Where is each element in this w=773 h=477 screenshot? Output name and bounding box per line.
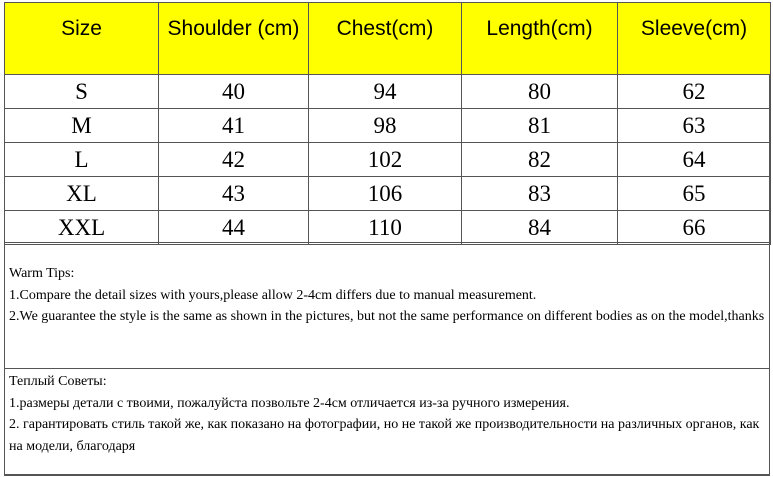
size-cell: XL: [5, 177, 159, 211]
shoulder-cell: 42: [159, 143, 309, 177]
length-cell: 82: [462, 143, 618, 177]
tips-line: 2. гарантировать стиль такой же, как показано на фотографии, но не такой же производительности на различных органов, как на модели, благодаря: [9, 417, 760, 454]
chest-cell: 94: [309, 75, 462, 109]
shoulder-cell: 41: [159, 109, 309, 143]
chest-cell: 102: [309, 143, 462, 177]
table-row: [5, 109, 771, 143]
sleeve-cell: 62: [618, 75, 771, 109]
sleeve-cell: 63: [618, 109, 771, 143]
shoulder-cell: 40: [159, 75, 309, 109]
size-chart: [4, 2, 770, 475]
tips-line: 1.Compare the detail sizes with yours,please allow 2-4cm differs due to manual measurement.: [9, 287, 537, 303]
sleeve-cell: 65: [618, 177, 771, 211]
length-cell: 80: [462, 75, 618, 109]
header-sleeve: Sleeve(cm): [618, 3, 771, 75]
chest-cell: 106: [309, 177, 462, 211]
size-table: [4, 2, 771, 245]
warm-tips-english: [4, 242, 770, 369]
tips-title: Warm Tips:: [9, 266, 75, 281]
size-cell: XXL: [5, 211, 159, 245]
tips-line: 1.размеры детали с твоими, пожалуйста позвольте 2-4см отличается из-за ручного измерения.: [9, 395, 570, 411]
header-row: [5, 3, 771, 75]
warm-tips-russian: [4, 368, 770, 476]
chest-cell: 98: [309, 109, 462, 143]
header-length: Length(cm): [462, 3, 618, 75]
size-cell: L: [5, 143, 159, 177]
table-row: [5, 177, 771, 211]
tips-title: Теплый Советы:: [9, 374, 107, 389]
table-row: [5, 211, 771, 245]
length-cell: 84: [462, 211, 618, 245]
table-row: [5, 75, 771, 109]
table-row: [5, 143, 771, 177]
sleeve-cell: 66: [618, 211, 771, 245]
size-cell: S: [5, 75, 159, 109]
shoulder-cell: 44: [159, 211, 309, 245]
header-chest: Chest(cm): [309, 3, 462, 75]
sleeve-cell: 64: [618, 143, 771, 177]
chest-cell: 110: [309, 211, 462, 245]
tips-line: 2.We guarantee the style is the same as shown in the pictures, but not the same performance on different bodies as on the model,thanks: [9, 309, 765, 324]
size-cell: M: [5, 109, 159, 143]
length-cell: 83: [462, 177, 618, 211]
header-size: Size: [5, 3, 159, 75]
header-shoulder: Shoulder (cm): [159, 3, 309, 75]
length-cell: 81: [462, 109, 618, 143]
shoulder-cell: 43: [159, 177, 309, 211]
